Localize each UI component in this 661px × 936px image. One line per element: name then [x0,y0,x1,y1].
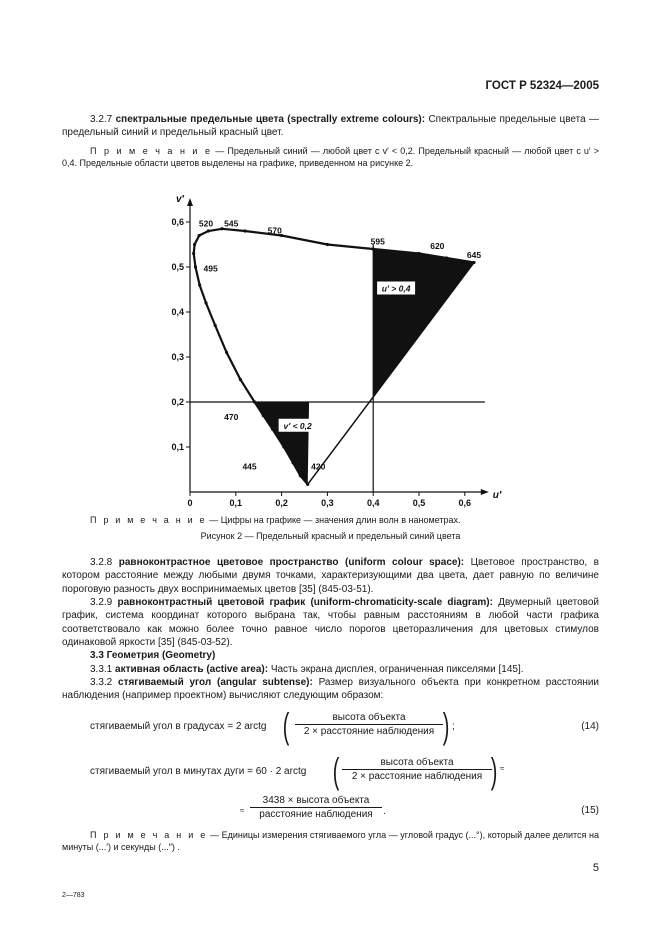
x-tick-label-3: 0,3 [321,498,334,508]
eq15-numerator: высота объекта [380,757,454,768]
section-3-3-1: 3.3.1 активная область (active area): Часть экрана дисплея, ограниченная пикселями [145]. [90,664,524,675]
eq15-number: (15) [581,805,599,816]
locus-point-0 [306,483,309,486]
y-tick-label-4: 0,5 [171,262,184,272]
eq15b-fraction [250,795,382,820]
wavelength-label-595: 595 [370,236,385,247]
figure-caption: Рисунок 2 — Предельный красный и предельный синий цвета [200,531,461,541]
eq14-tail: ; [452,721,455,732]
locus-point-4 [271,427,274,430]
eq15-lhs: стягиваемый угол в минутах дуги = 60 · 2 arctg [90,766,307,777]
x-tick-label-6: 0,6 [458,498,472,508]
wavelength-label-620: 620 [430,241,445,251]
eq15b-denominator: расстояние наблюдения [250,807,382,820]
locus-point-9 [214,324,217,327]
locus-point-6 [253,400,256,403]
eq14-lhs: стягиваемый угол в градусах = 2 arctg [90,721,267,732]
locus-point-2 [291,461,294,464]
eq15-approx-tail: ≈ [500,764,505,773]
locus-point-5 [262,414,265,417]
eq14-fraction [295,712,443,737]
eq15-denominator: 2 × расстояние наблюдения [342,769,492,782]
locus-point-24 [472,261,475,264]
x-axis-label: u′ [492,490,502,501]
locus-point-23 [445,256,448,259]
eq15b-numerator: 3438 × высота объекта [262,795,370,806]
eq14-left-paren: ( [282,705,290,746]
wavelength-label-645: 645 [466,250,482,260]
locus-point-18 [243,229,246,232]
wavelength-label-495: 495 [203,263,218,274]
locus-point-3 [282,445,285,448]
eq15b-tail: . [383,806,386,817]
section-3-2-8: 3.2.8 равноконтрастное цветовое пространство (uniform colour space): Цветовое пространство, в котором расстояние между любыми двумя точками, характеризующими два цвета, дает равную по величине пороговую разность двух воспринимаемых цветов [35] (845-03-51). [62,557,599,595]
eq14-right-paren: ) [442,705,450,746]
locus-point-10 [204,301,207,304]
y-tick-label-1: 0,2 [171,397,184,407]
x-tick-label-0: 0 [187,498,193,508]
y-axis-label: v′ [176,194,184,205]
locus-point-22 [417,252,420,255]
wavelength-label-470: 470 [224,412,239,422]
section-3-3-2: 3.3.2 стягиваемый угол (angular subtense): Размер визуального объекта при конкретном расстоянии наблюдения (например проектном) вычисляют следующим образом: [62,677,600,702]
section-3-2-9: 3.2.9 равноконтрастный цветовой график (uniform-chromaticity-scale diagram): Двумерный цветовой график, система координат которого выбрана так, чтобы равным расстояниям в любой части графика соответствовало как можно более точно равное число порогов цветоразличения для цветовых стимулов одинаковой яркости [35] (845-03-52). [62,597,600,648]
eq14-numerator: высота объекта [332,712,406,723]
note-1: П р и м е ч а н и е — Предельный синий — любой цвет с v′ < 0,2. Предельный красный — любой цвет с u′ > 0,4. Предельные области цветов выделены на графике, приведенном на рисунке 2. [62,146,599,168]
locus-point-1 [299,474,302,477]
eq15-left-paren: ( [332,750,340,791]
eq15-right-paren: ) [490,750,498,791]
locus-point-14 [193,243,196,246]
y-tick-label-0: 0,1 [171,442,184,452]
locus-point-15 [198,234,201,237]
x-tick-label-4: 0,4 [366,498,380,508]
red-extreme-region [373,249,474,398]
locus-point-21 [372,247,375,250]
figure-note: П р и м е ч а н и е — Цифры на графике — значения длин волн в нанометрах. [90,515,461,525]
eq14-number: (14) [581,721,599,732]
locus-point-16 [207,229,210,232]
region-label-1: v′ < 0,2 [283,420,312,431]
locus-point-7 [239,378,242,381]
chromaticity-chart [150,175,520,510]
x-tick-label-2: 0,2 [275,498,288,508]
locus-point-11 [198,283,201,286]
wavelength-label-420: 420 [311,461,326,472]
region-label-0: u′ > 0,4 [381,283,411,294]
y-tick-label-3: 0,4 [171,307,184,317]
eq14-denominator: 2 × расстояние наблюдения [295,724,443,737]
x-axis-arrow [481,489,489,495]
section-3-3-title: 3.3 Геометрия (Geometry) [90,650,216,661]
locus-point-13 [192,252,195,255]
y-tick-label-5: 0,6 [171,217,184,227]
x-tick-label-5: 0,5 [412,498,426,508]
wavelength-label-445: 445 [242,461,257,472]
locus-point-20 [326,243,329,246]
y-tick-label-2: 0,3 [171,352,184,362]
section-3-2-7: 3.2.7 спектральные предельные цвета (spectrally extreme colours): Спектральные предельные цвета — предельный синий и предельный красный цвет. [62,114,600,139]
document-header: ГОСТ Р 52324—2005 [485,80,599,92]
locus-point-8 [225,351,228,354]
eq15b-prefix: ≈ [240,806,245,815]
locus-point-12 [194,265,197,268]
wavelength-label-545: 545 [224,218,239,229]
x-tick-label-1: 0,1 [229,498,243,508]
eq15-fraction [342,757,492,782]
wavelength-label-570: 570 [267,225,282,236]
wavelength-label-520: 520 [198,218,214,229]
note-3: П р и м е ч а н и е — Единицы измерения стягиваемого угла — угловой градус (...°), который далее делится на минуты (...′) и секунды (...″) . [62,830,599,852]
print-code: 2—783 [62,892,85,899]
page-number: 5 [592,862,599,874]
y-axis-arrow [187,198,193,206]
